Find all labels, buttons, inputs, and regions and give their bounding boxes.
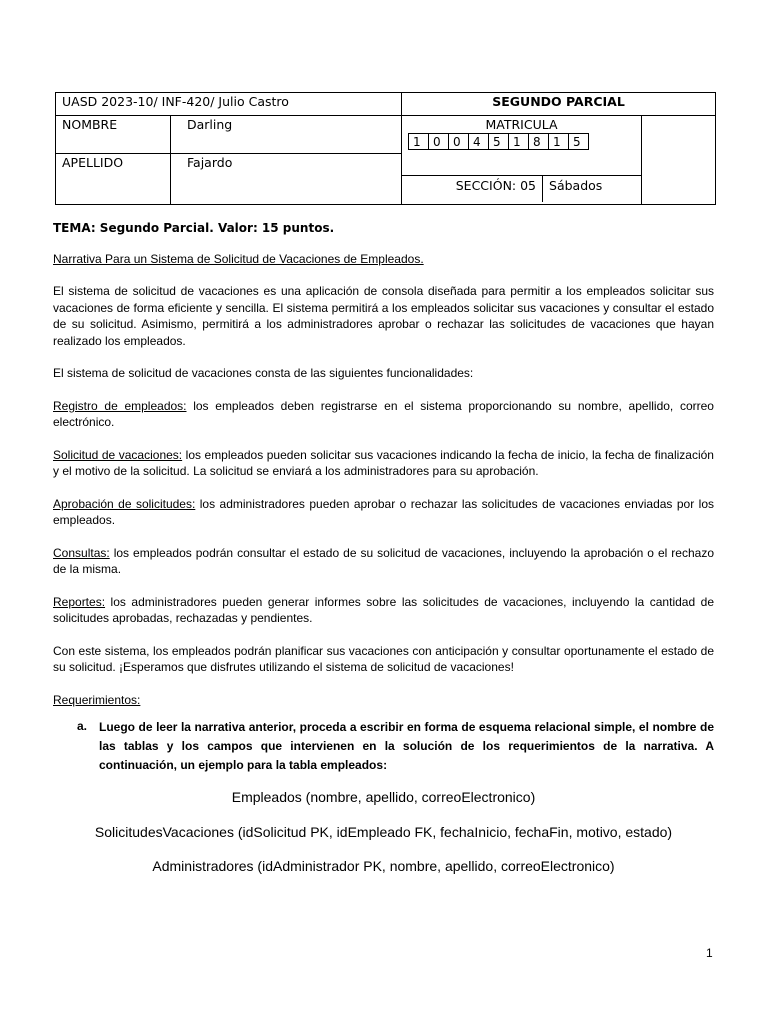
feature-registro — [53, 398, 714, 431]
feature-label: Solicitud de vacaciones: — [53, 447, 183, 462]
matricula-digit: 4 — [468, 133, 489, 150]
feature-solicitud — [53, 447, 714, 480]
schema-solicitudes: SolicitudesVacaciones (idSolicitud PK, idEmpleado FK, fechaInicio, fechaFin, motivo, estado) — [94, 823, 673, 840]
nombre-value: Darling — [171, 116, 402, 153]
feature-consultas — [53, 545, 714, 578]
schema-empleados: Empleados (nombre, apellido, correoElectronico) — [231, 789, 536, 805]
seccion-cell — [402, 175, 642, 204]
matricula-digit: 8 — [528, 133, 549, 150]
matricula-digit: 1 — [408, 133, 429, 150]
requirements-title: Requerimientos: — [53, 692, 141, 707]
feature-text: los empleados deben registrarse en el sistema proporcionando su nombre, apellido, correo electrónico. — [53, 398, 714, 429]
feature-label: Registro de empleados: — [53, 398, 187, 413]
apellido-label: APELLIDO — [56, 153, 171, 204]
closing-paragraph: Con este sistema, los empleados podrán planificar sus vacaciones con anticipación y consultar oportunamente el estado de su solicitud. ¡Esperamos que disfrutes utilizando el sistema de solicitud de vacaciones! — [53, 643, 714, 674]
feature-label: Reportes: — [53, 594, 106, 609]
feature-reportes — [53, 594, 714, 627]
requirement-text: Luego de leer la narrativa anterior, proceda a escribir en forma de esquema relacional simple, el nombre de las tablas y los campos que intervienen en la solución de los requerimientos de la narrativa. A continuación, un ejemplo para la tabla empleados: — [99, 720, 714, 772]
feature-text: los administradores pueden generar informes sobre las solicitudes de vacaciones, incluyendo la cantidad de solicitudes aprobadas, rechazadas y pendientes. — [53, 594, 714, 625]
schema-administradores: Administradores (idAdministrador PK, nombre, apellido, correoElectronico) — [152, 858, 615, 874]
matricula-digit: 1 — [548, 133, 569, 150]
seccion-day: Sábados — [549, 177, 603, 193]
requirement-a — [53, 718, 714, 775]
apellido-value: Fajardo — [171, 153, 402, 204]
feature-text: los empleados podrán consultar el estado de su solicitud de vacaciones, incluyendo la aprobación o el rechazo de la misma. — [53, 545, 714, 576]
nombre-label: NOMBRE — [56, 116, 171, 153]
matricula-digit: 5 — [488, 133, 509, 150]
requirement-letter: a. — [77, 719, 88, 733]
feature-label: Aprobación de solicitudes: — [53, 496, 196, 511]
narrative-title: Narrativa Para un Sistema de Solicitud de Vacaciones de Empleados. — [53, 251, 424, 266]
feature-text: los administradores pueden aprobar o rechazar las solicitudes de vacaciones enviadas por los empleados. — [53, 496, 714, 527]
blank-cell — [642, 116, 716, 205]
functions-intro: El sistema de solicitud de vacaciones consta de las siguientes funcionalidades: — [53, 366, 474, 380]
matricula-cell — [402, 116, 642, 176]
matricula-digit: 1 — [508, 133, 529, 150]
matricula-digits — [408, 133, 635, 150]
feature-aprobacion — [53, 496, 714, 529]
tema-line: TEMA: Segundo Parcial. Valor: 15 puntos. — [53, 221, 335, 235]
course-info: UASD 2023-10/ INF-420/ Julio Castro — [56, 93, 402, 116]
seccion-label: SECCIÓN: 05 — [455, 177, 537, 193]
feature-label: Consultas: — [53, 545, 110, 560]
matricula-digit: 0 — [428, 133, 449, 150]
header-table — [55, 92, 715, 205]
feature-text: los empleados pueden solicitar sus vacaciones indicando la fecha de inicio, la fecha de finalización y el motivo de la solicitud. La solicitud se enviará a los administradores para su aprobación. — [53, 447, 714, 478]
matricula-label: MATRICULA — [485, 117, 558, 133]
document-body — [53, 220, 714, 891]
page-number: 1 — [706, 946, 713, 960]
matricula-digit: 0 — [448, 133, 469, 150]
intro-paragraph: El sistema de solicitud de vacaciones es una aplicación de consola diseñada para permitir a los empleados solicitar sus vacaciones de forma eficiente y sencilla. El sistema permitirá a los empleados solicitar sus vacaciones y consultar el estado de su solicitud. Asimismo, permitirá a los administradores aprobar o rechazar las solicitudes de vacaciones que hayan realizado los empleados. — [53, 284, 714, 348]
exam-title: SEGUNDO PARCIAL — [402, 93, 716, 116]
matricula-digit: 5 — [568, 133, 589, 150]
